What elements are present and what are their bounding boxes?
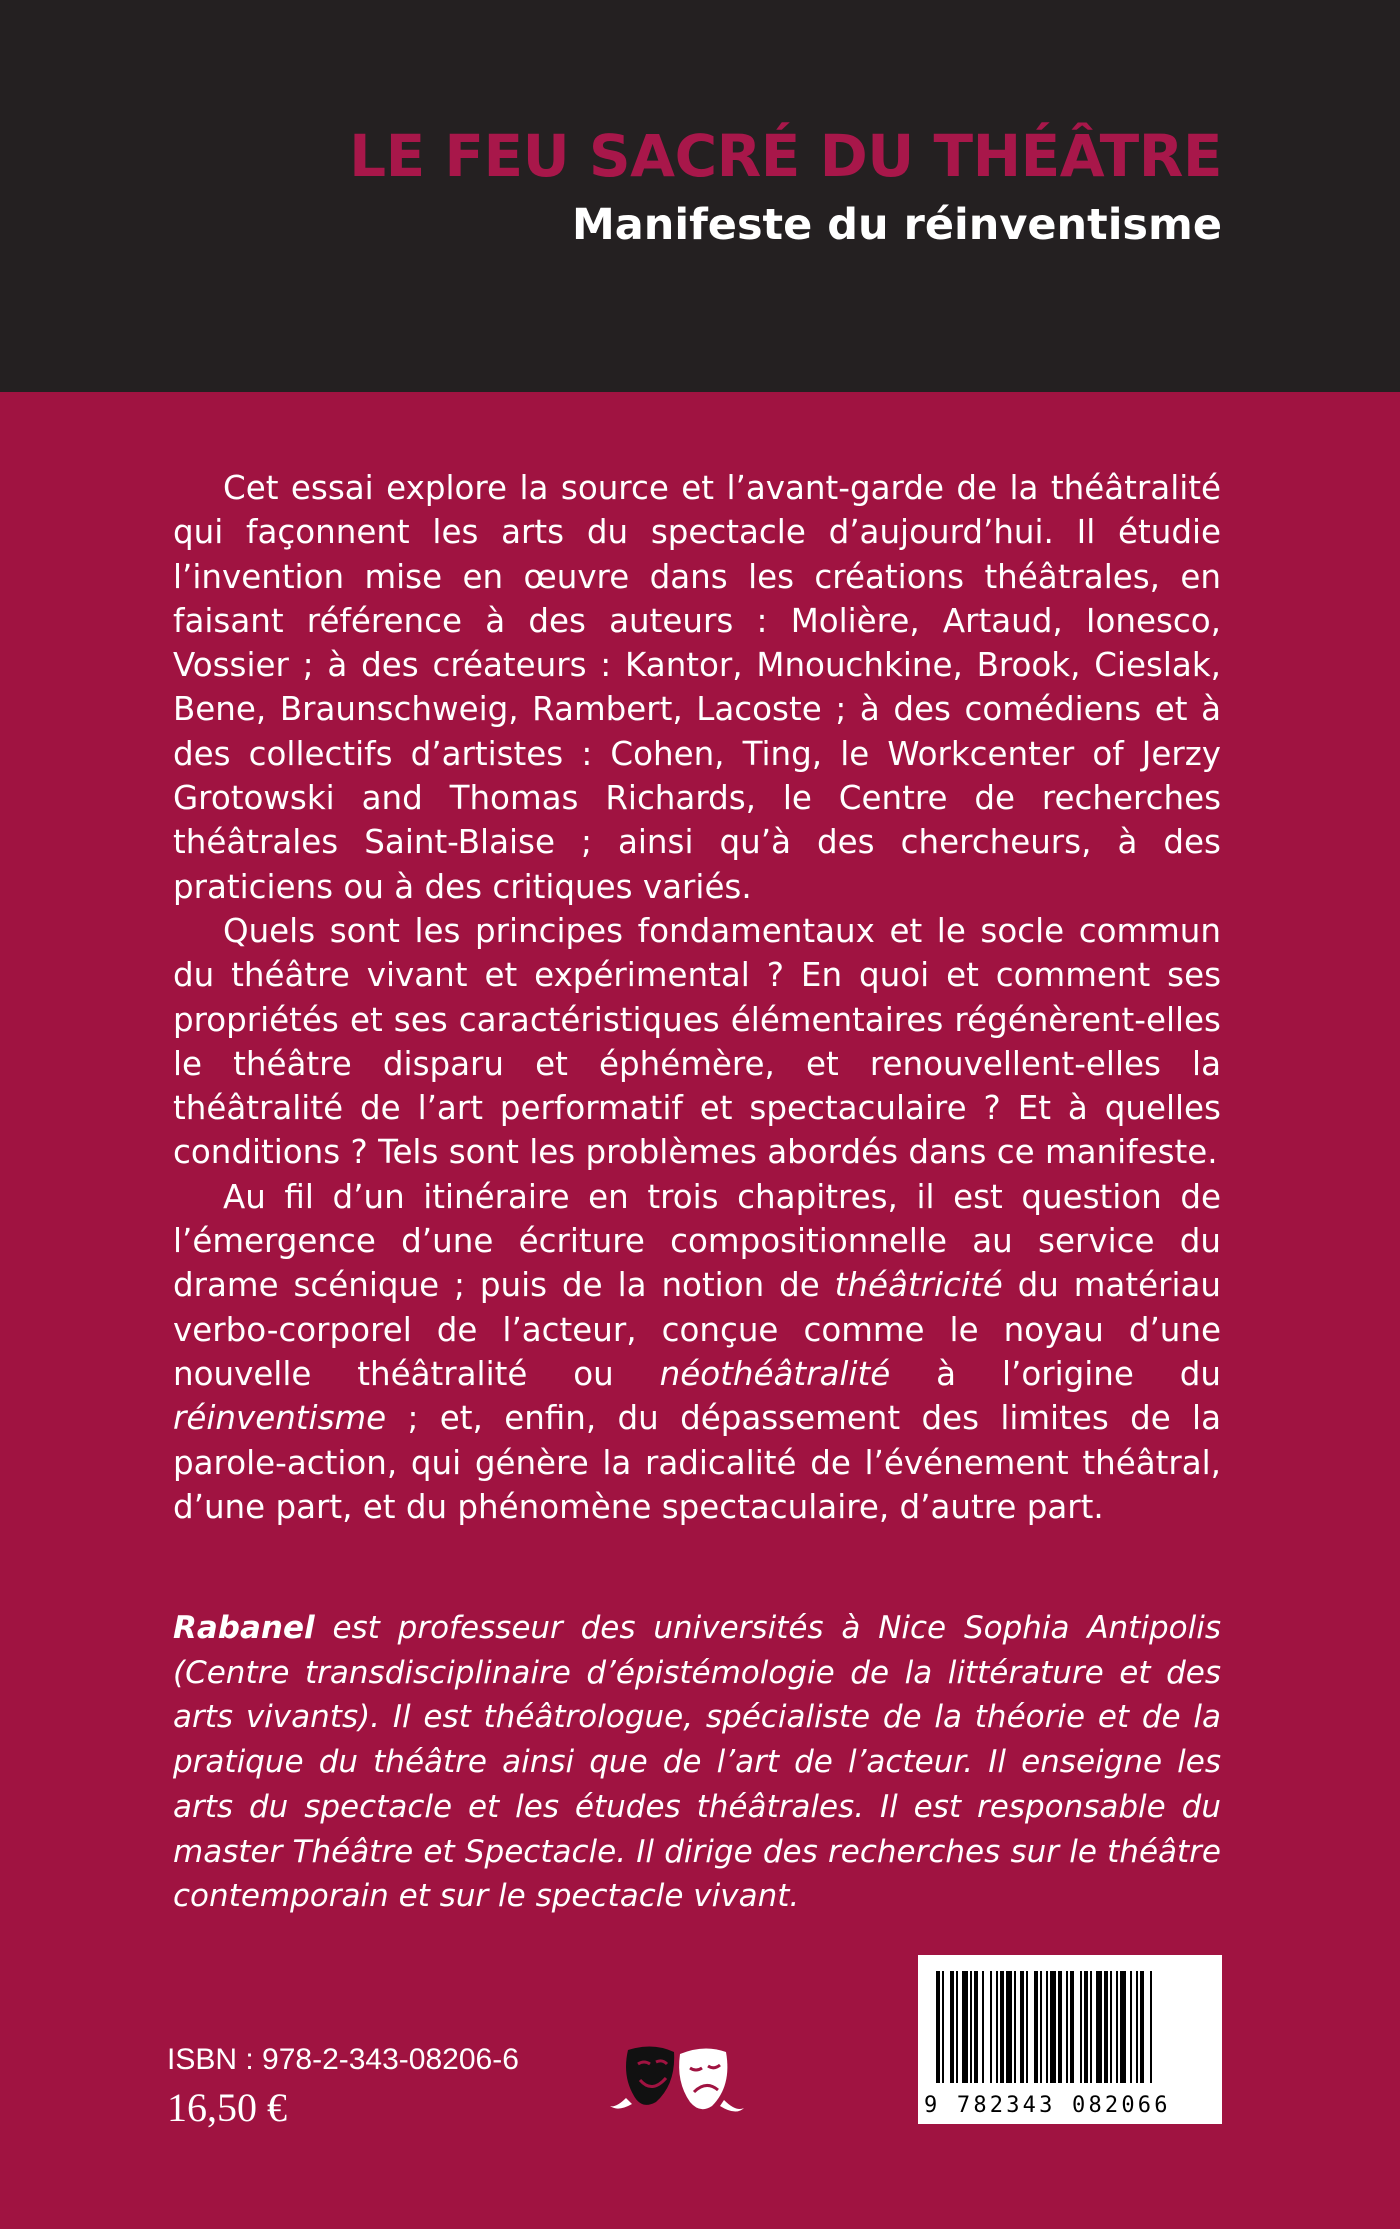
barcode-bar: [1058, 1971, 1062, 2083]
author-bio-text: est professeur des universités à Nice Sophia Antipolis (Centre transdisciplinaire d’épistémologie de la littérature et des arts vivants). Il est théâtrologue, spécialiste de la théorie et de la pratique du théâtre ainsi que de l’art de l’acteur. Il enseigne les arts du spectacle et les études théâtrales. Il est responsable du master Théâtre et Spectacle. Il dirige des recherches sur le théâtre contemporain et sur le spectacle vivant.: [173, 1610, 1221, 1915]
barcode-bar: [1020, 1971, 1024, 2083]
barcode-bar: [1096, 1971, 1102, 2083]
summary-text: du matériau verbo-corporel de l’acteur, conçue comme le noyau d’une nouvelle théâtralité ou: [173, 1266, 1221, 1393]
barcode-bar: [1130, 1971, 1132, 2083]
barcode-bar: [936, 1971, 940, 2083]
barcode-bar: [990, 1971, 992, 2083]
barcode-bar: [1000, 1971, 1004, 2083]
summary-text: ; et, enfin, du dépassement des limites de la parole-action, qui génère la radicalité de l’événement théâtral, d’une part, et du phénomène spectaculaire, d’autre part.: [173, 1399, 1221, 1526]
barcode-bar: [1116, 1971, 1118, 2083]
barcode-bar: [1050, 1971, 1056, 2083]
barcode-bar: [1120, 1971, 1126, 2083]
barcode-bar: [1080, 1971, 1082, 2083]
barcode-bar: [1070, 1971, 1074, 2083]
book-title: LE FEU SACRÉ DU THÉÂTRE: [349, 122, 1222, 190]
book-subtitle: Manifeste du réinventisme: [571, 200, 1222, 250]
barcode-bar: [982, 1971, 984, 2083]
barcode-bar: [956, 1971, 958, 2083]
barcode-bar: [1136, 1971, 1138, 2083]
barcode-bar: [970, 1971, 972, 2083]
barcode-bar: [950, 1971, 954, 2083]
barcode-bar: [1014, 1971, 1016, 2083]
summary-text: à l’origine du: [890, 1354, 1221, 1393]
isbn-label: ISBN : 978-2-343-08206-6: [167, 2043, 519, 2076]
barcode-bar: [1026, 1971, 1028, 2083]
cover-header: [0, 0, 1400, 392]
summary-emphasis: réinventisme: [173, 1399, 387, 1438]
barcode-bar: [1140, 1971, 1144, 2083]
barcode-bar: [1150, 1971, 1152, 2083]
summary-paragraph-3: [173, 1175, 1221, 1529]
author-name: Rabanel: [173, 1610, 315, 1646]
barcode-bar: [1006, 1971, 1012, 2083]
barcode-bar: [1084, 1971, 1088, 2083]
barcode-bar: [1110, 1971, 1112, 2083]
barcode-bar: [942, 1971, 944, 2083]
barcode-bar: [962, 1971, 968, 2083]
barcode-digits: 9 782343 082066: [924, 2093, 1171, 2118]
summary-emphasis: néothéâtralité: [659, 1354, 891, 1393]
summary-text: Au fil d’un itinéraire en trois chapitres, il est question de l’émergence d’une écriture compositionnelle au service du drame scénique ; puis de la notion de: [173, 1177, 1221, 1305]
summary-paragraph-1: Cet essai explore la source et l’avant-garde de la théâtralité qui façonnent les arts du spectacle d’aujourd’hui. Il étudie l’invention mise en œuvre dans les créations théâtrales, en faisant référence à des auteurs : Molière, Artaud, Ionesco, Vossier ; à des créateurs : Kantor, Mnouchkine, Brook, Cieslak, Bene, Braunschweig, Rambert, Lacoste ; à des comédiens et à des collectifs d’artistes : Cohen, Ting, le Workcenter of Jerzy Grotowski and Thomas Richards, le Centre de recherches théâtrales Saint-Blaise ; ainsi qu’à des chercheurs, à des praticiens ou à des critiques variés.: [173, 469, 1221, 906]
barcode-bar: [996, 1971, 998, 2083]
summary-paragraph-2: Quels sont les principes fondamentaux et le socle commun du théâtre vivant et expérimental ? En quoi et comment ses propriétés et ses caractéristiques élémentaires régénèrent-elles le théâtre disparu et éphémère, et renouvellent-elles la théâtralité de l’art performatif et spectaculaire ? Et à quelles conditions ? Tels sont les problèmes abordés dans ce manifeste.: [173, 911, 1221, 1172]
book-summary: [173, 466, 1221, 1529]
summary-emphasis: théâtricité: [834, 1266, 1003, 1305]
barcode-bar: [1066, 1971, 1068, 2083]
barcode-bar: [974, 1971, 978, 2083]
price-label: 16,50 €: [167, 2085, 287, 2130]
barcode-bar: [1046, 1971, 1048, 2083]
author-bio: [173, 1606, 1221, 1919]
barcode-bar: [1090, 1971, 1092, 2083]
barcode-bar: [1040, 1971, 1042, 2083]
barcode-bar: [1034, 1971, 1038, 2083]
theatre-masks-icon: [608, 2040, 748, 2124]
barcode-bar: [1104, 1971, 1108, 2083]
barcode: [918, 1955, 1222, 2124]
